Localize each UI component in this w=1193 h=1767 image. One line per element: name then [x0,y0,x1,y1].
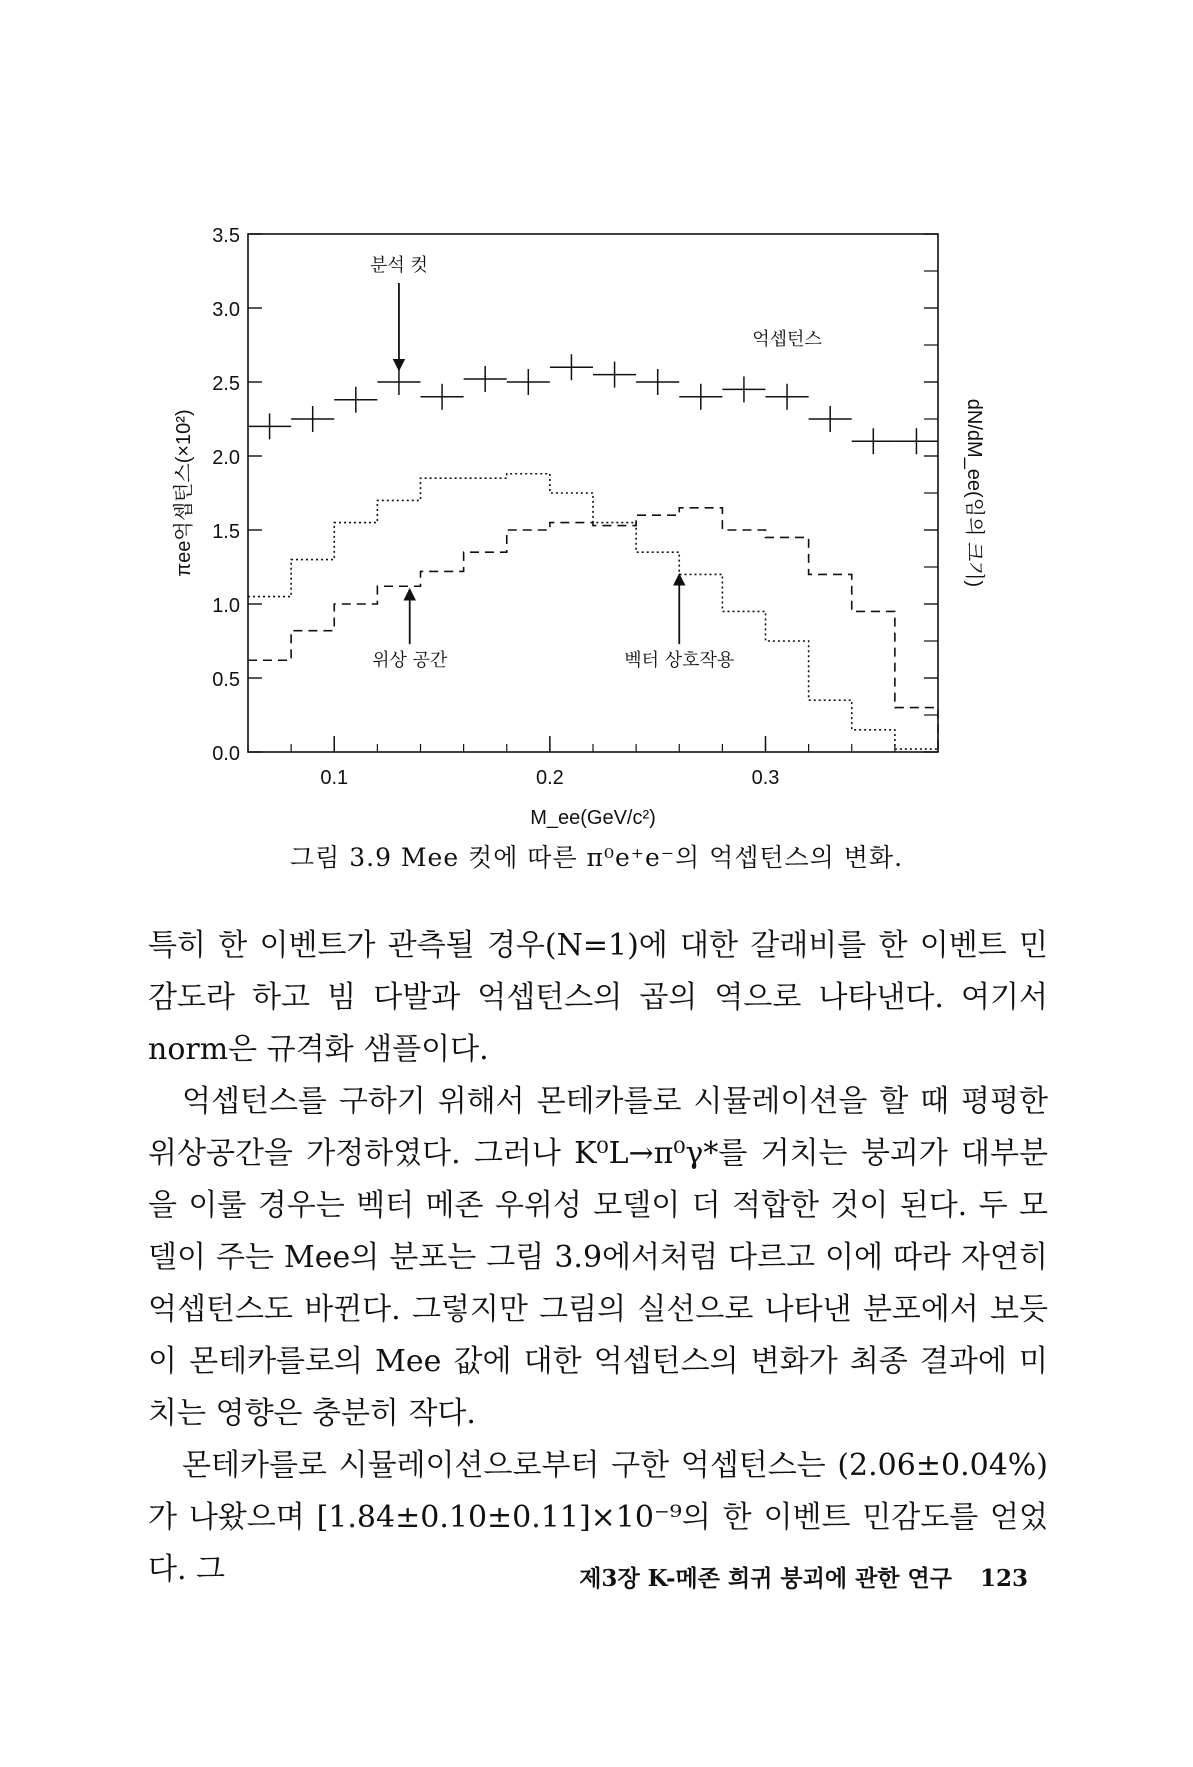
paragraph-1: 특히 한 이벤트가 관측될 경우(N=1)에 대한 갈래비를 한 이벤트 민감도라 하고 빔 다발과 억셉턴스의 곱의 역으로 나타낸다. 여기서 norm은 규격화 샘플이다. [148,928,1048,1067]
paragraph-3: 몬테카를로 시뮬레이션으로부터 구한 억셉턴스는 (2.06±0.04%)가 나왔으며 [1.84±0.10±0.11]×10⁻⁹의 한 이벤트 민감도를 얻었다. 그 [148,1448,1048,1587]
plot-frame [248,234,938,752]
vector-interaction-histogram [248,474,938,752]
page-number: 123 [979,1565,1028,1592]
y-tick-label: 1.5 [212,521,240,543]
phase-space-histogram [248,508,938,752]
annotation-label: 벡터 상호작용 [624,650,735,672]
y-tick-label: 2.5 [212,373,240,395]
x-tick-label: 0.1 [320,767,349,789]
y-tick-label: 3.5 [212,225,240,247]
y-tick-label: 0.0 [212,743,240,765]
x-axis-label: M_ee(GeV/c²) [530,807,656,829]
y-tick-label: 1.0 [212,595,240,617]
page-footer [559,1560,1028,1593]
y-tick-label: 0.5 [212,669,240,691]
x-tick-label: 0.3 [751,767,780,789]
y-tick-label: 2.0 [212,447,240,469]
x-tick-label: 0.2 [535,767,564,789]
annotation-label: 위상 공간 [372,650,448,672]
chapter-title: 제3장 K-메존 희귀 붕괴에 관한 연구 [579,1565,952,1592]
annotation-label: 억셉턴스 [752,329,822,350]
body-text [148,920,1048,1596]
y-axis-label-right: dN/dM_ee(임의 크기) [963,398,985,588]
figure-caption: 그림 3.9 Mee 컷에 따른 π⁰e⁺e⁻의 억셉턴스의 변화. [289,843,904,872]
annotation-label: 분석 컷 [369,255,428,276]
paragraph-2: 억셉턴스를 구하기 위해서 몬테카를로 시뮬레이션을 할 때 평평한 위상공간을 가정하였다. 그러나 K⁰L→π⁰γ*를 거치는 붕괴가 대부분을 이룰 경우는 벡터 메존 우위성 모델이 더 적합한 것이 된다. 두 모델이 주는 Mee의 분포는 그림 3.9에서처럼 다르고 이에 따라 자연히 억셉턴스도 바뀐다. 그렇지만 그림의 실선으로 나타낸 분포에서 보듯이 몬테카를로의 Mee 값에 대한 억셉턴스의 변화가 최종 결과에 미치는 영향은 충분히 작다. [148,1084,1048,1431]
y-axis-label-left: πee억셉턴스(×10²) [173,409,195,577]
y-tick-label: 3.0 [212,299,240,321]
